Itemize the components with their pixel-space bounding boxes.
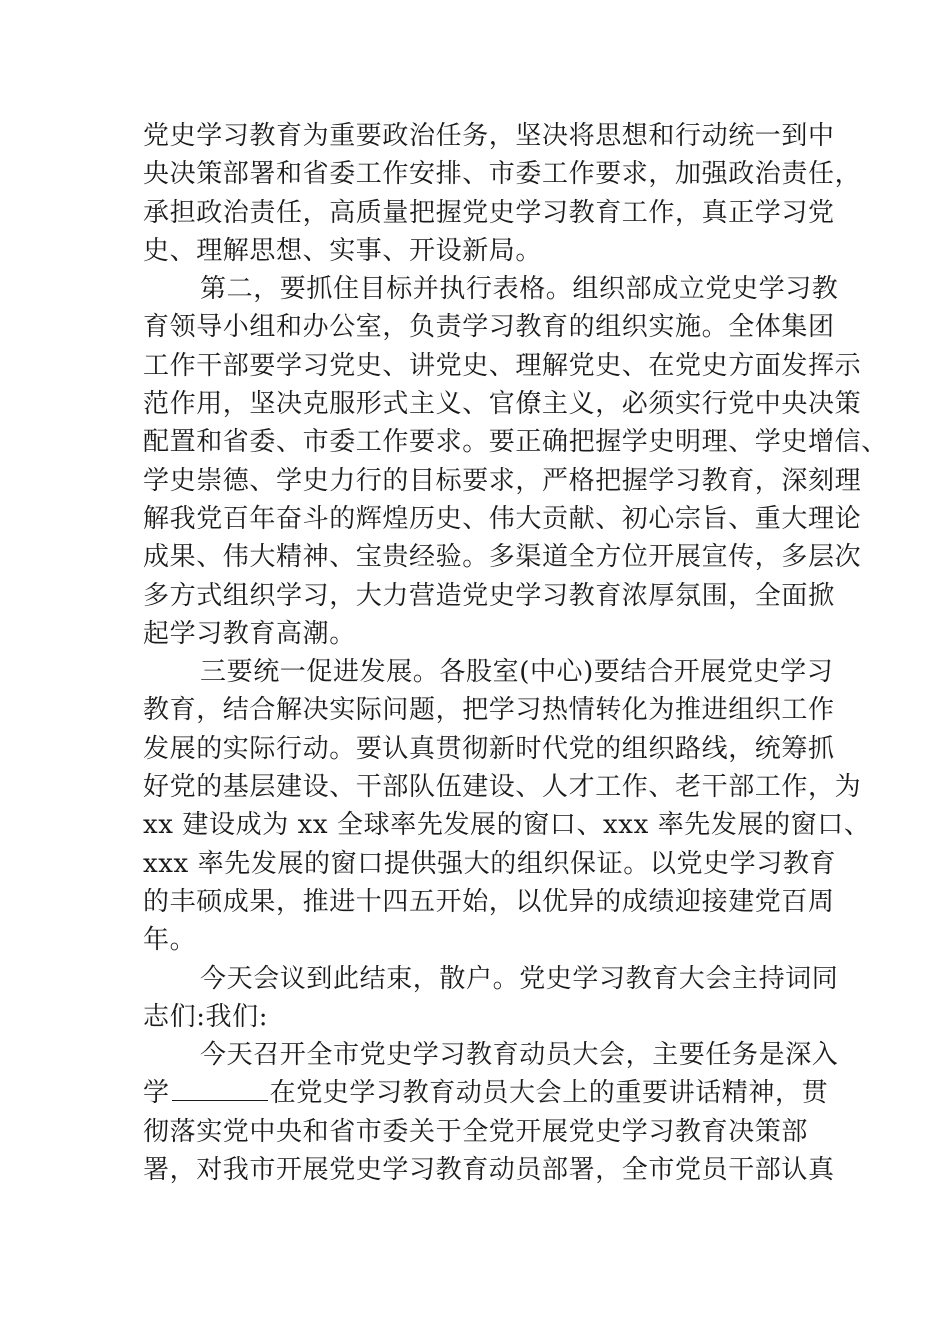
text-segment: 在党史学习教育动员大会上的重要讲话精神，贯 (269, 1078, 829, 1109)
text-line: 第二，要抓住目标并执行表格。组织部成立党史学习教 (200, 274, 839, 305)
text-line: 史、理解思想、实事、开设新局。 (143, 235, 543, 266)
text-line: 学史崇德、学史力行的目标要求，严格把握学习教育，深刻理 (143, 465, 862, 496)
text-line: 起学习教育高潮。 (143, 618, 356, 649)
text-line: 育领导小组和办公室，负责学习教育的组织实施。全体集团 (143, 312, 835, 343)
text-line: 今天会议到此结束，散户。党史学习教育大会主持词同 (200, 963, 839, 994)
text-line: 彻落实党中央和省市委关于全党开展党史学习教育决策部 (143, 1116, 809, 1147)
text-segment: 学 (143, 1078, 170, 1109)
text-line: 解我党百年奋斗的辉煌历史、伟大贡献、初心宗旨、重大理论 (143, 503, 862, 534)
text-line: 三要统一促进发展。各股室(中心)要结合开展党史学习 (200, 657, 834, 688)
text-line: 好党的基层建设、干部队伍建设、人才工作、老干部工作，为 (143, 772, 862, 803)
text-line: xx 建设成为 xx 全球率先发展的窗口、xxx 率先发展的窗口、 (143, 810, 871, 841)
text-line: 配置和省委、市委工作要求。要正确把握学史明理、学史增信、 (143, 427, 888, 458)
text-line: 多方式组织学习，大力营造党史学习教育浓厚氛围，全面掀 (143, 580, 835, 611)
paragraph-3 (143, 653, 871, 959)
paragraph-5 (143, 1036, 839, 1189)
text-line: 志们:我们: (143, 1001, 269, 1032)
text-line: 成果、伟大精神、宝贵经验。多渠道全方位开展宣传，多层次 (143, 542, 862, 573)
paragraph-4 (143, 960, 839, 1037)
text-line: 教育，结合解决实际问题，把学习热情转化为推进组织工作 (143, 695, 835, 726)
text-line: 发展的实际行动。要认真贯彻新时代党的组织路线，统筹抓 (143, 733, 835, 764)
text-line: 范作用，坚决克服形式主义、官僚主义，必须实行党中央决策 (143, 389, 862, 420)
fill-in-blank (172, 1074, 268, 1101)
document-body (143, 117, 888, 1189)
paragraph-2 (143, 270, 888, 653)
text-line: 年。 (143, 925, 197, 956)
text-line: 工作干部要学习党史、讲党史、理解党史、在党史方面发挥示 (143, 350, 862, 381)
text-line: 署，对我市开展党史学习教育动员部署，全市党员干部认真 (143, 1155, 835, 1186)
text-line: xxx 率先发展的窗口提供强大的组织保证。以党史学习教育 (143, 848, 837, 879)
text-line-with-blank (143, 1074, 829, 1112)
text-line: 党史学习教育为重要政治任务，坚决将思想和行动统一到中 (143, 121, 835, 151)
text-line: 央决策部署和省委工作安排、市委工作要求，加强政治责任， (143, 159, 862, 190)
text-line: 承担政治责任，高质量把握党史学习教育工作，真正学习党 (143, 197, 835, 228)
paragraph-1 (143, 117, 862, 270)
text-line: 今天召开全市党史学习教育动员大会，主要任务是深入 (200, 1040, 839, 1071)
text-line: 的丰硕成果，推进十四五开始，以优异的成绩迎接建党百周 (143, 886, 835, 917)
